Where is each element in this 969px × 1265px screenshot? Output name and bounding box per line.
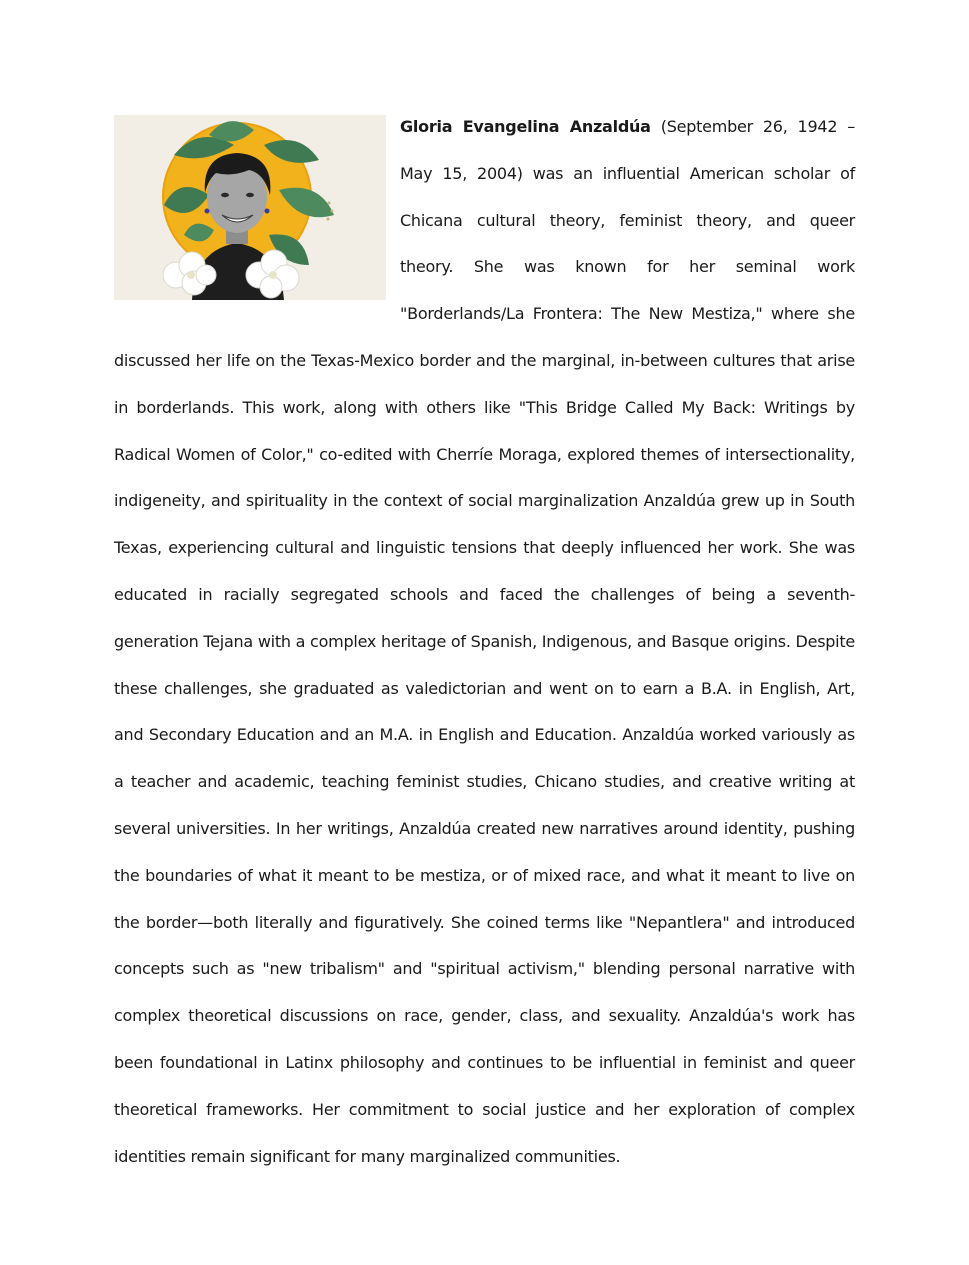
person-name: Gloria Evangelina Anzaldúa	[400, 117, 651, 136]
portrait-illustration-icon	[114, 115, 386, 300]
bio-text: (September 26, 1942 – May 15, 2004) was an influential American scholar of Chicana cultural theory, feminist theory, and queer theory. She was known for her seminal work "Borderlands/La Frontera: The New Mestiza," where she discussed her life on the Texas-Mexico border and the marginal, in-between cultures that arise in borderlands. This work, along with others like "This Bridge Called My Back: Writings by Radical Women of Color," co-edited with Cherríe Moraga, explored themes of intersectionality, indigeneity, and spirituality in the context of social marginalization Anzaldúa grew up in South Texas, experiencing cultural and linguistic tensions that deeply influenced her work. She was educated in racially segregated schools and faced the challenges of being a seventh-generation Tejana with a complex heritage of Spanish, Indigenous, and Basque origins. Despite these challenges, she graduated as valedictorian and went on to earn a B.A. in English, Art, and Secondary Education and an M.A. in English and Education. Anzaldúa worked variously as a teacher and academic, teaching feminist studies, Chicano studies, and creative writing at several universities. In her writings, Anzaldúa created new narratives around identity, pushing the boundaries of what it meant to be mestiza, or of mixed race, and what it meant to live on the border—both literally and figuratively. She coined terms like "Nepantlera" and introduced concepts such as "new tribalism" and "spiritual activism," blending personal narrative with complex theoretical discussions on race, gender, class, and sexuality. Anzaldúa's work has been foundational in Latinx philosophy and continues to be influential in feminist and queer theoretical frameworks. Her commitment to social justice and her exploration of complex identities remain significant for many marginalized communities.	[114, 117, 856, 1166]
portrait-image	[114, 115, 386, 300]
document-page	[114, 104, 855, 1180]
